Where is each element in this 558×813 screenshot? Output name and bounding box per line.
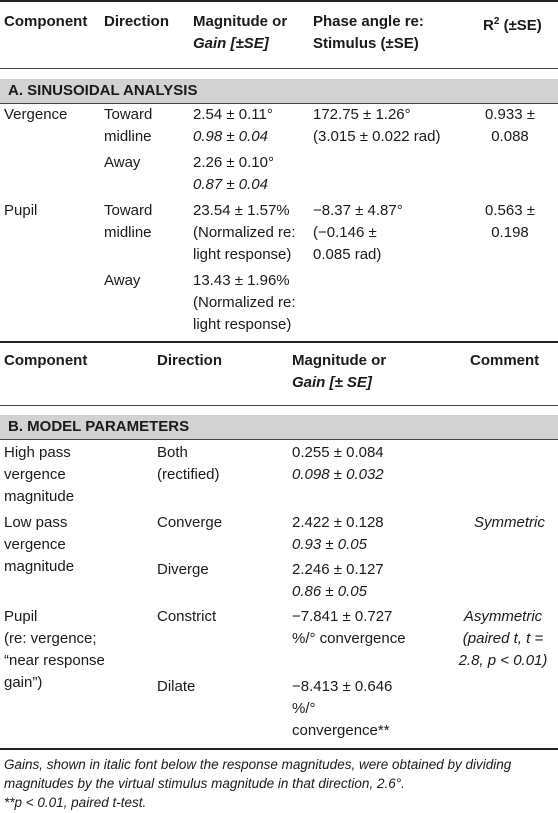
row-highpass-component-2: vergence [4,466,66,483]
table-a-header-phase-line1: Phase angle re: [313,13,424,30]
row-lowpass-diverge-direction: Diverge [157,561,209,578]
row-pupilb-component-2: (re: vergence; [4,630,97,647]
row-lowpass-converge-magnitude: 2.422 ± 0.128 [292,514,384,531]
table-a-section-band [0,79,558,103]
row-vergence-toward-r2-1: 0.933 ± [485,106,535,123]
table-a-header-r2 [483,11,542,37]
row-pupilb-dilate-magnitude-1: −8.413 ± 0.646 [292,678,393,695]
row-lowpass-diverge-gain: 0.86 ± 0.05 [292,583,367,600]
row-lowpass-comment: Symmetric [474,514,545,531]
table-b-band-rule [0,439,558,440]
r2-tail: (±SE) [499,17,542,34]
row-highpass-direction-1: Both [157,444,188,461]
table-a-top-rule [0,0,558,2]
row-pupil-away-magnitude-2: (Normalized re: [193,294,296,311]
row-pupilb-dilate-magnitude-3: convergence** [292,722,390,739]
row-pupil-away-magnitude-1: 13.43 ± 1.96% [193,272,290,289]
table-b-section-title: B. MODEL PARAMETERS [8,418,190,435]
table-a-header-direction: Direction [104,13,170,30]
row-pupilb-component-3: “near response [4,652,105,669]
table-a-header-magnitude-line2 [193,33,269,55]
table-b-bottom-rule [0,748,558,750]
table-b-header-comment: Comment [470,352,540,369]
row-lowpass-component-3: magnitude [4,558,75,575]
table-a-header-gain-text: Gain [±SE] [193,35,269,52]
row-lowpass-converge-direction: Converge [157,514,223,531]
row-pupil-toward-r2-2: 0.198 [491,224,529,241]
row-pupil-toward-direction-2: midline [104,224,152,241]
row-pupilb-dilate-magnitude-2: %/° [292,700,316,717]
r2-letter: R [483,17,494,34]
r2-superscript: 2 [493,16,500,27]
row-lowpass-component-2: vergence [4,536,66,553]
row-vergence-away-magnitude: 2.26 ± 0.10° [193,154,274,171]
row-lowpass-component-1: Low pass [4,514,68,531]
footnote-gains-line2: magnitudes by the virtual stimulus magnitude in that direction, 2.6°. [4,776,405,791]
row-pupilb-comment-1: Asymmetric [463,608,543,625]
footnote-gains-line1: Gains, shown in italic font below the response magnitudes, were obtained by dividing [4,757,512,772]
table-a-header-phase-line2: Stimulus (±SE) [313,35,419,52]
row-lowpass-diverge-magnitude: 2.246 ± 0.127 [292,561,384,578]
row-pupilb-constrict-magnitude-1: −7.841 ± 0.727 [292,608,393,625]
row-vergence-toward-gain: 0.98 ± 0.04 [193,128,268,145]
row-vergence-toward-r2-2: 0.088 [491,128,529,145]
row-vergence-toward-magnitude: 2.54 ± 0.11° [193,106,273,123]
row-vergence-away-gain: 0.87 ± 0.04 [193,176,268,193]
row-vergence-toward-direction-1: Toward [104,106,153,123]
row-pupil-toward-magnitude-3: light response) [193,246,292,263]
table-b-header-magnitude-line1: Magnitude or [292,352,387,369]
row-pupil-away-direction: Away [104,272,141,289]
row-pupilb-comment-3: 2.8, p < 0.01) [458,652,548,669]
row-lowpass-converge-gain: 0.93 ± 0.05 [292,536,367,553]
table-a-header-magnitude-line1: Magnitude or [193,13,288,30]
row-vergence-component: Vergence [4,106,68,123]
row-pupil-toward-direction-1: Toward [104,202,153,219]
table-a-header-component: Component [4,13,88,30]
row-pupil-component: Pupil [4,202,38,219]
row-pupil-toward-phase-2: (−0.146 ± [313,224,377,241]
row-pupilb-comment-2: (paired t, t = [462,630,544,647]
row-pupil-toward-phase-3: 0.085 rad) [313,246,382,263]
table-b-header-rule [0,405,558,406]
row-pupil-toward-magnitude-1: 23.54 ± 1.57% [193,202,290,219]
row-pupil-toward-r2-1: 0.563 ± [485,202,535,219]
table-a-section-title: A. SINUSOIDAL ANALYSIS [8,82,198,99]
row-highpass-direction-2: (rectified) [157,466,220,483]
row-vergence-toward-phase-2: (3.015 ± 0.022 rad) [313,128,441,145]
table-b-header-magnitude-line2: Gain [± SE] [292,374,372,391]
row-pupilb-component-4: gain”) [4,674,43,691]
row-pupilb-constrict-direction: Constrict [157,608,217,625]
table-b-header-component: Component [4,352,88,369]
row-pupilb-component-1: Pupil [4,608,38,625]
table-b-section-band [0,415,558,439]
row-pupil-away-magnitude-3: light response) [193,316,292,333]
row-highpass-component-1: High pass [4,444,71,461]
row-vergence-toward-direction-2: midline [104,128,152,145]
row-highpass-component-3: magnitude [4,488,75,505]
row-pupil-toward-phase-1: −8.37 ± 4.87° [313,202,403,219]
table-b-header-direction: Direction [157,352,223,369]
row-vergence-toward-phase-1: 172.75 ± 1.26° [313,106,411,123]
row-highpass-magnitude: 0.255 ± 0.084 [292,444,384,461]
row-pupilb-dilate-direction: Dilate [157,678,196,695]
table-a-header-rule [0,68,558,69]
row-pupilb-constrict-magnitude-2: %/° convergence [292,630,406,647]
footnote-significance: **p < 0.01, paired t-test. [4,795,147,810]
row-pupil-toward-magnitude-2: (Normalized re: [193,224,296,241]
table-a-bottom-rule [0,341,558,343]
row-highpass-gain: 0.098 ± 0.032 [292,466,384,483]
row-vergence-away-direction: Away [104,154,141,171]
